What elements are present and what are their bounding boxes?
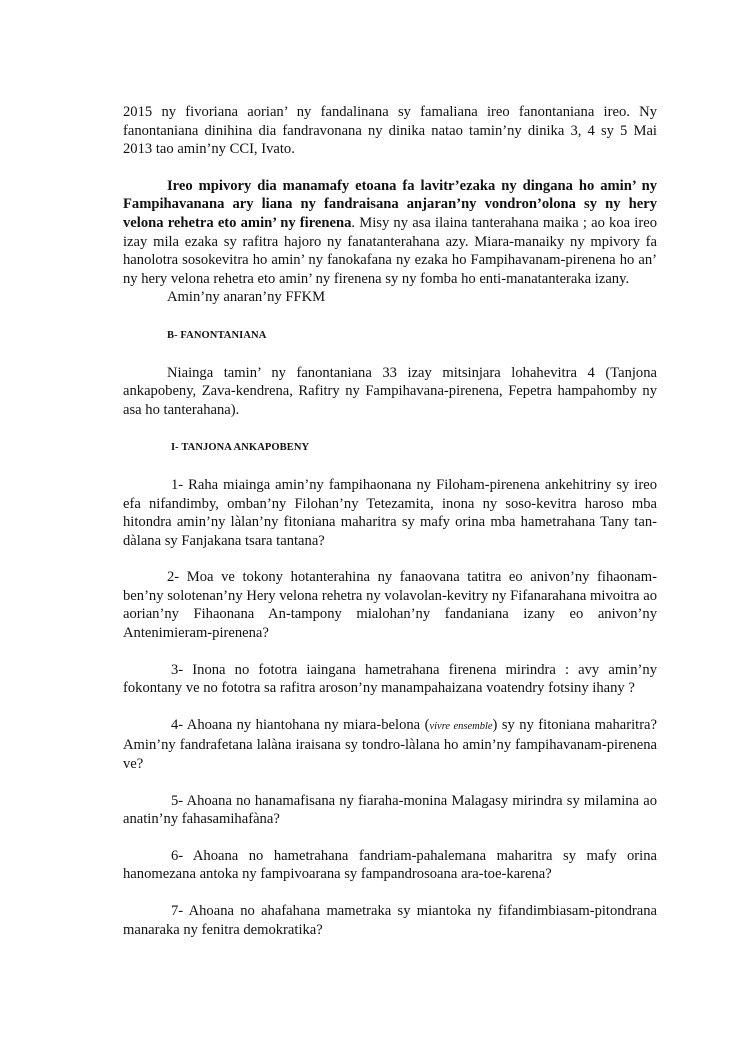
- question-4-end: ) sy ny fitoniana maharitra? Amin’ny fandrafetana lalàna iraisana sy tondro-làlana ho amin’ny fampihavanam-pirenena ve?: [123, 716, 658, 773]
- section-heading-i: I- TANJONA ANKAPOBENY: [171, 442, 310, 454]
- resolution-bold-text: Ireo mpivory dia manamafy etoana fa lavitr’ezaka ny dingana ho amin’ ny Fampihavanana ary liana ny fandraisana anjaran’ny vondron’olona sy ny hery velona rehetra eto amin’ ny firenena: [123, 177, 657, 231]
- question-1: 1- Raha miainga amin’ny fampihaonana ny Filoham-pirenena ankehitriny sy ireo efa nifandimby, omban’ny Filohan’ny Tetezamita, inona ny soso-kevitra haroso mba hitondra amin’ny làlan’ny fitoniana maharitra sy mafy orina mba hametrahana Tany tan-dàlana sy Fanjakana tsara tantana?: [123, 476, 657, 549]
- question-2: 2- Moa ve tokony hotanterahina ny fanaovana tatitra eo anivon’ny fihaonam-ben’ny solotenan’ny Hery velona rehetra ny volavolan-kevitry ny Fifanarahana mivoitra ao aorian’ny Fihaonana An-tampony mialohan’ny fandaniana izany eo anivon’ny Antenimieram-pirenena?: [123, 569, 657, 642]
- question-5: 5- Ahoana no hanamafisana ny fiaraha-monina Malagasy mirindra sy milamina ao anatin’ny fahasamihafàna?: [123, 792, 657, 828]
- resolution-text: . Misy ny asa ilaina tanterahana maika ; ao koa ireo izay mila ezaka sy rafitra hajoro ny fanatanterahana azy. Miara-manaiky ny mpivory fa hanolotra sosokevitra ho amin’ ny fanokafana ny ezaka ho Fampihavanam-pirenena ho an’ ny hery velona rehetra eto amin’ ny firenena sy ny fomba ho enti-manatanteraka izany.: [123, 214, 658, 287]
- section-heading-b: B- FANONTANIANA: [167, 329, 267, 341]
- signature-line: Amin’ny anaran’ny FFKM: [167, 289, 326, 306]
- intro-paragraph: 2015 ny fivoriana aorian’ ny fandalinana sy famaliana ireo fanontaniana ireo. Ny fanontaniana dinihina dia fandravonana ny dinika natao tamin’ny dinika 3, 4 sy 5 Mai 2013 tao amin’ny CCI, Ivato.: [123, 104, 657, 158]
- question-4-italic: vivre ensemble: [429, 720, 493, 732]
- questions-intro-paragraph: Niainga tamin’ ny fanontaniana 33 izay mitsinjara lohahevitra 4 (Tanjona ankapobeny, Zava-kendrena, Rafitry ny Fampihavana-pirenena, Fepetra hampahomby ny asa ho tanterahana).: [123, 364, 657, 418]
- question-6: 6- Ahoana no hametrahana fandriam-pahalemana maharitra sy mafy orina hanomezana antoka ny fampivoarana sy fampandrosoana ara-toe-karena?: [123, 847, 657, 883]
- question-4: [123, 716, 657, 774]
- resolution-paragraph: [123, 177, 657, 289]
- question-7: 7- Ahoana no ahafahana mametraka sy miantoka ny fifandimbiasam-pitondrana manaraka ny fenitra demokratika?: [123, 903, 657, 938]
- question-3: 3- Inona no fototra iaingana hametrahana firenena mirindra : avy amin’ny fokontany ve no fototra sa rafitra aroson’ny manampahaizana voatendry fotsiny ihany ?: [123, 661, 657, 697]
- document-page: [123, 103, 657, 939]
- question-4-start: 4- Ahoana ny hiantohana ny miara-belona (: [171, 716, 430, 733]
